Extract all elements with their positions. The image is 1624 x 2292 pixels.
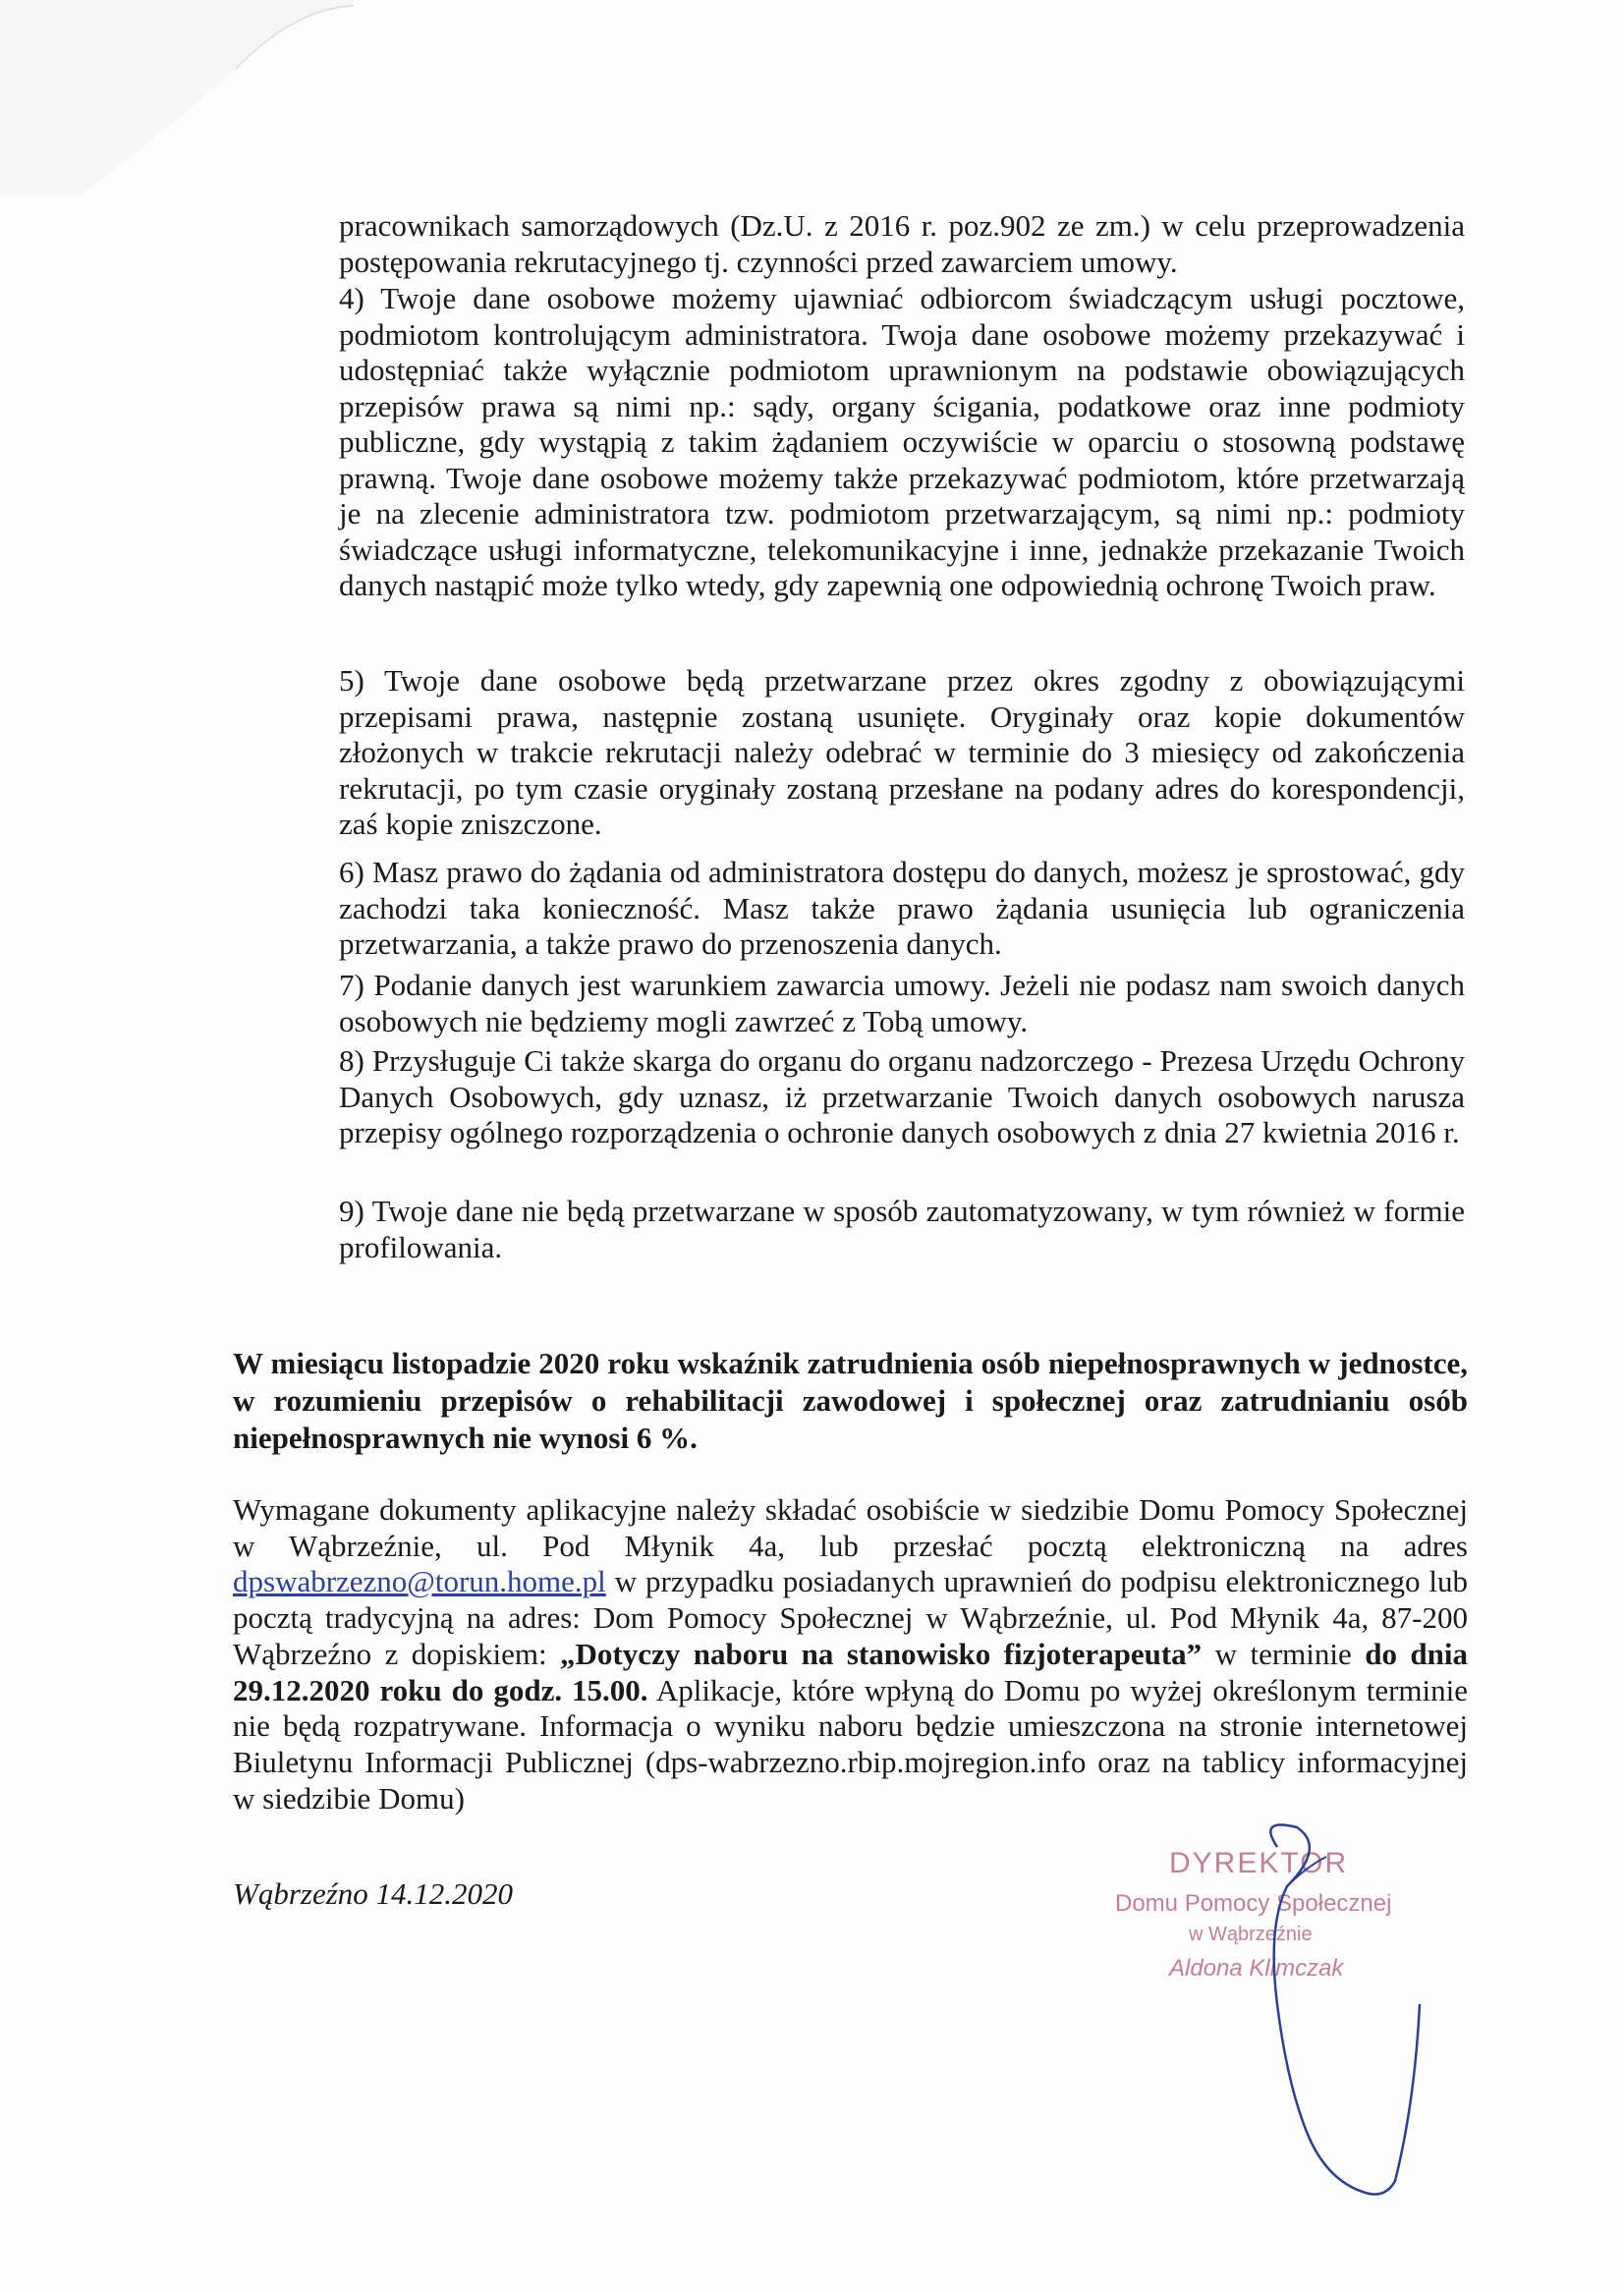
clause-text: 5) Twoje dane osobowe będą przetwarzane przez okres zgodny z obowiązującymi przepisami prawa, następnie zostaną usunięte. Oryginały oraz kopie dokumentów złożonych w trakcie rekrutacji należy odebrać w terminie do 3 miesięcy od zakończenia rekrutacji, po tym czasie oryginały zostaną przesłane na podany adres do korespondencji, zaś kopie zniszczone. <box>339 663 1465 841</box>
clause-text: pracownikach samorządowych (Dz.U. z 2016 r. poz.902 ze zm.) w celu przeprowadzenia postępowania rekrutacyjnego tj. czynności przed zawarciem umowy. <box>339 208 1465 279</box>
clause-5 <box>339 663 1465 843</box>
clause-4 <box>339 281 1465 604</box>
clause-text: 6) Masz prawo do żądania od administratora dostępu do danych, możesz je sprostować, gdy zachodzi taka konieczność. Masz także prawo żądania usunięcia lub ograniczenia przetwarzania, a także prawo do przenoszenia danych. <box>339 855 1465 961</box>
application-text: Wymagane dokumenty aplikacyjne należy składać osobiście w siedzibie Domu Pomocy Społecznej w Wąbrzeźnie, ul. Pod Młynik 4a, lub przesłać pocztą elektroniczną na adres <box>233 1492 1468 1563</box>
clause-8 <box>339 1043 1465 1151</box>
application-text: w przypadku posiadanych uprawnień do podpisu elektronicznego lub pocztą tradycyjną na adres: Dom Pomocy Społecznej w Wąbrzeźnie, ul. Pod Młynik 4a, 87-200 Wąbrzeźno z dopiskiem: <box>233 1564 1468 1671</box>
clause-text: 4) Twoje dane osobowe możemy ujawniać odbiorcom świadczącym usługi pocztowe, podmiotom kontrolującym administratora. Twoja dane osobowe możemy przekazywać i udostępniać także wyłącznie podmiotom uprawnionym na podstawie obowiązujących przepisów prawa są nimi np.: sądy, organy ścigania, podatkowe oraz inne podmioty publiczne, gdy wystąpią z takim żądaniem oczywiście w oparciu o stosowną podstawę prawną. Twoje dane osobowe możemy także przekazywać podmiotom, które przetwarzają je na zlecenie administratora tzw. podmiotom przetwarzającym, są nimi np.: podmioty świadczące usługi informatyczne, telekomunikacyjne i inne, jednakże przekazanie Twoich danych nastąpić może tylko wtedy, gdy zapewnią one odpowiednią ochronę Twoich praw. <box>339 281 1465 602</box>
clause-7 <box>339 968 1465 1039</box>
application-deadline: do dnia 29.12.2020 roku do godz. 15.00. <box>233 1636 1469 1707</box>
clause-text: 9) Twoje dane nie będą przetwarzane w sposób zautomatyzowany, w tym również w formie profilowania. <box>339 1194 1465 1264</box>
disability-employment-notice: W miesiącu listopadzie 2020 roku wskaźnik zatrudnienia osób niepełnosprawnych w jednostce, w rozumieniu przepisów o rehabilitacji zawodowej i społecznej oraz zatrudnianiu osób niepełnosprawnych nie wynosi 6 %. <box>233 1346 1468 1455</box>
clause-text: 7) Podanie danych jest warunkiem zawarcia umowy. Jeżeli nie podasz nam swoich danych osobowych nie będziemy mogli zawrzeć z Tobą umowy. <box>339 968 1465 1038</box>
application-instructions <box>233 1492 1468 1817</box>
clause-9 <box>339 1194 1465 1265</box>
application-text: w terminie <box>1202 1636 1366 1671</box>
clause-3-continuation <box>339 208 1465 280</box>
stamp-title: DYREKTOR <box>1169 1847 1349 1879</box>
clause-6 <box>339 855 1465 963</box>
handwritten-signature <box>1218 1808 1454 2201</box>
clause-text: 8) Przysługuje Ci także skarga do organu do organu nadzorczego - Prezesa Urzędu Ochrony Danych Osobowych, gdy uznasz, iż przetwarzanie Twoich danych osobowych narusza przepisy ogólnego rozporządzenia o ochronie danych osobowych z dnia 27 kwietnia 2016 r. <box>339 1043 1465 1149</box>
stamp-name: Aldona Klimczak <box>1169 1955 1344 1982</box>
application-text: Aplikacje, które wpłyną do Domu po wyżej określonym terminie nie będą rozpatrywane. Informacja o wyniku naboru będzie umieszczona na stronie internetowej Biuletynu Informacji Publicznej (dps-wabrzezno.rbip.mojregion.info oraz na tablicy informacyjnej w siedzibie Domu) <box>233 1672 1468 1816</box>
stamp-place: w Wąbrzeźnie <box>1189 1924 1313 1945</box>
email-link[interactable]: dpswabrzezno@torun.home.pl <box>233 1564 606 1599</box>
application-subject: „Dotyczy naboru na stanowisko fizjoterapeuta” <box>560 1636 1203 1671</box>
scan-fold-artifact <box>0 0 354 196</box>
stamp-organization: Domu Pomocy Społecznej <box>1115 1890 1392 1917</box>
place-date: Wąbrzeźno 14.12.2020 <box>233 1876 514 1911</box>
